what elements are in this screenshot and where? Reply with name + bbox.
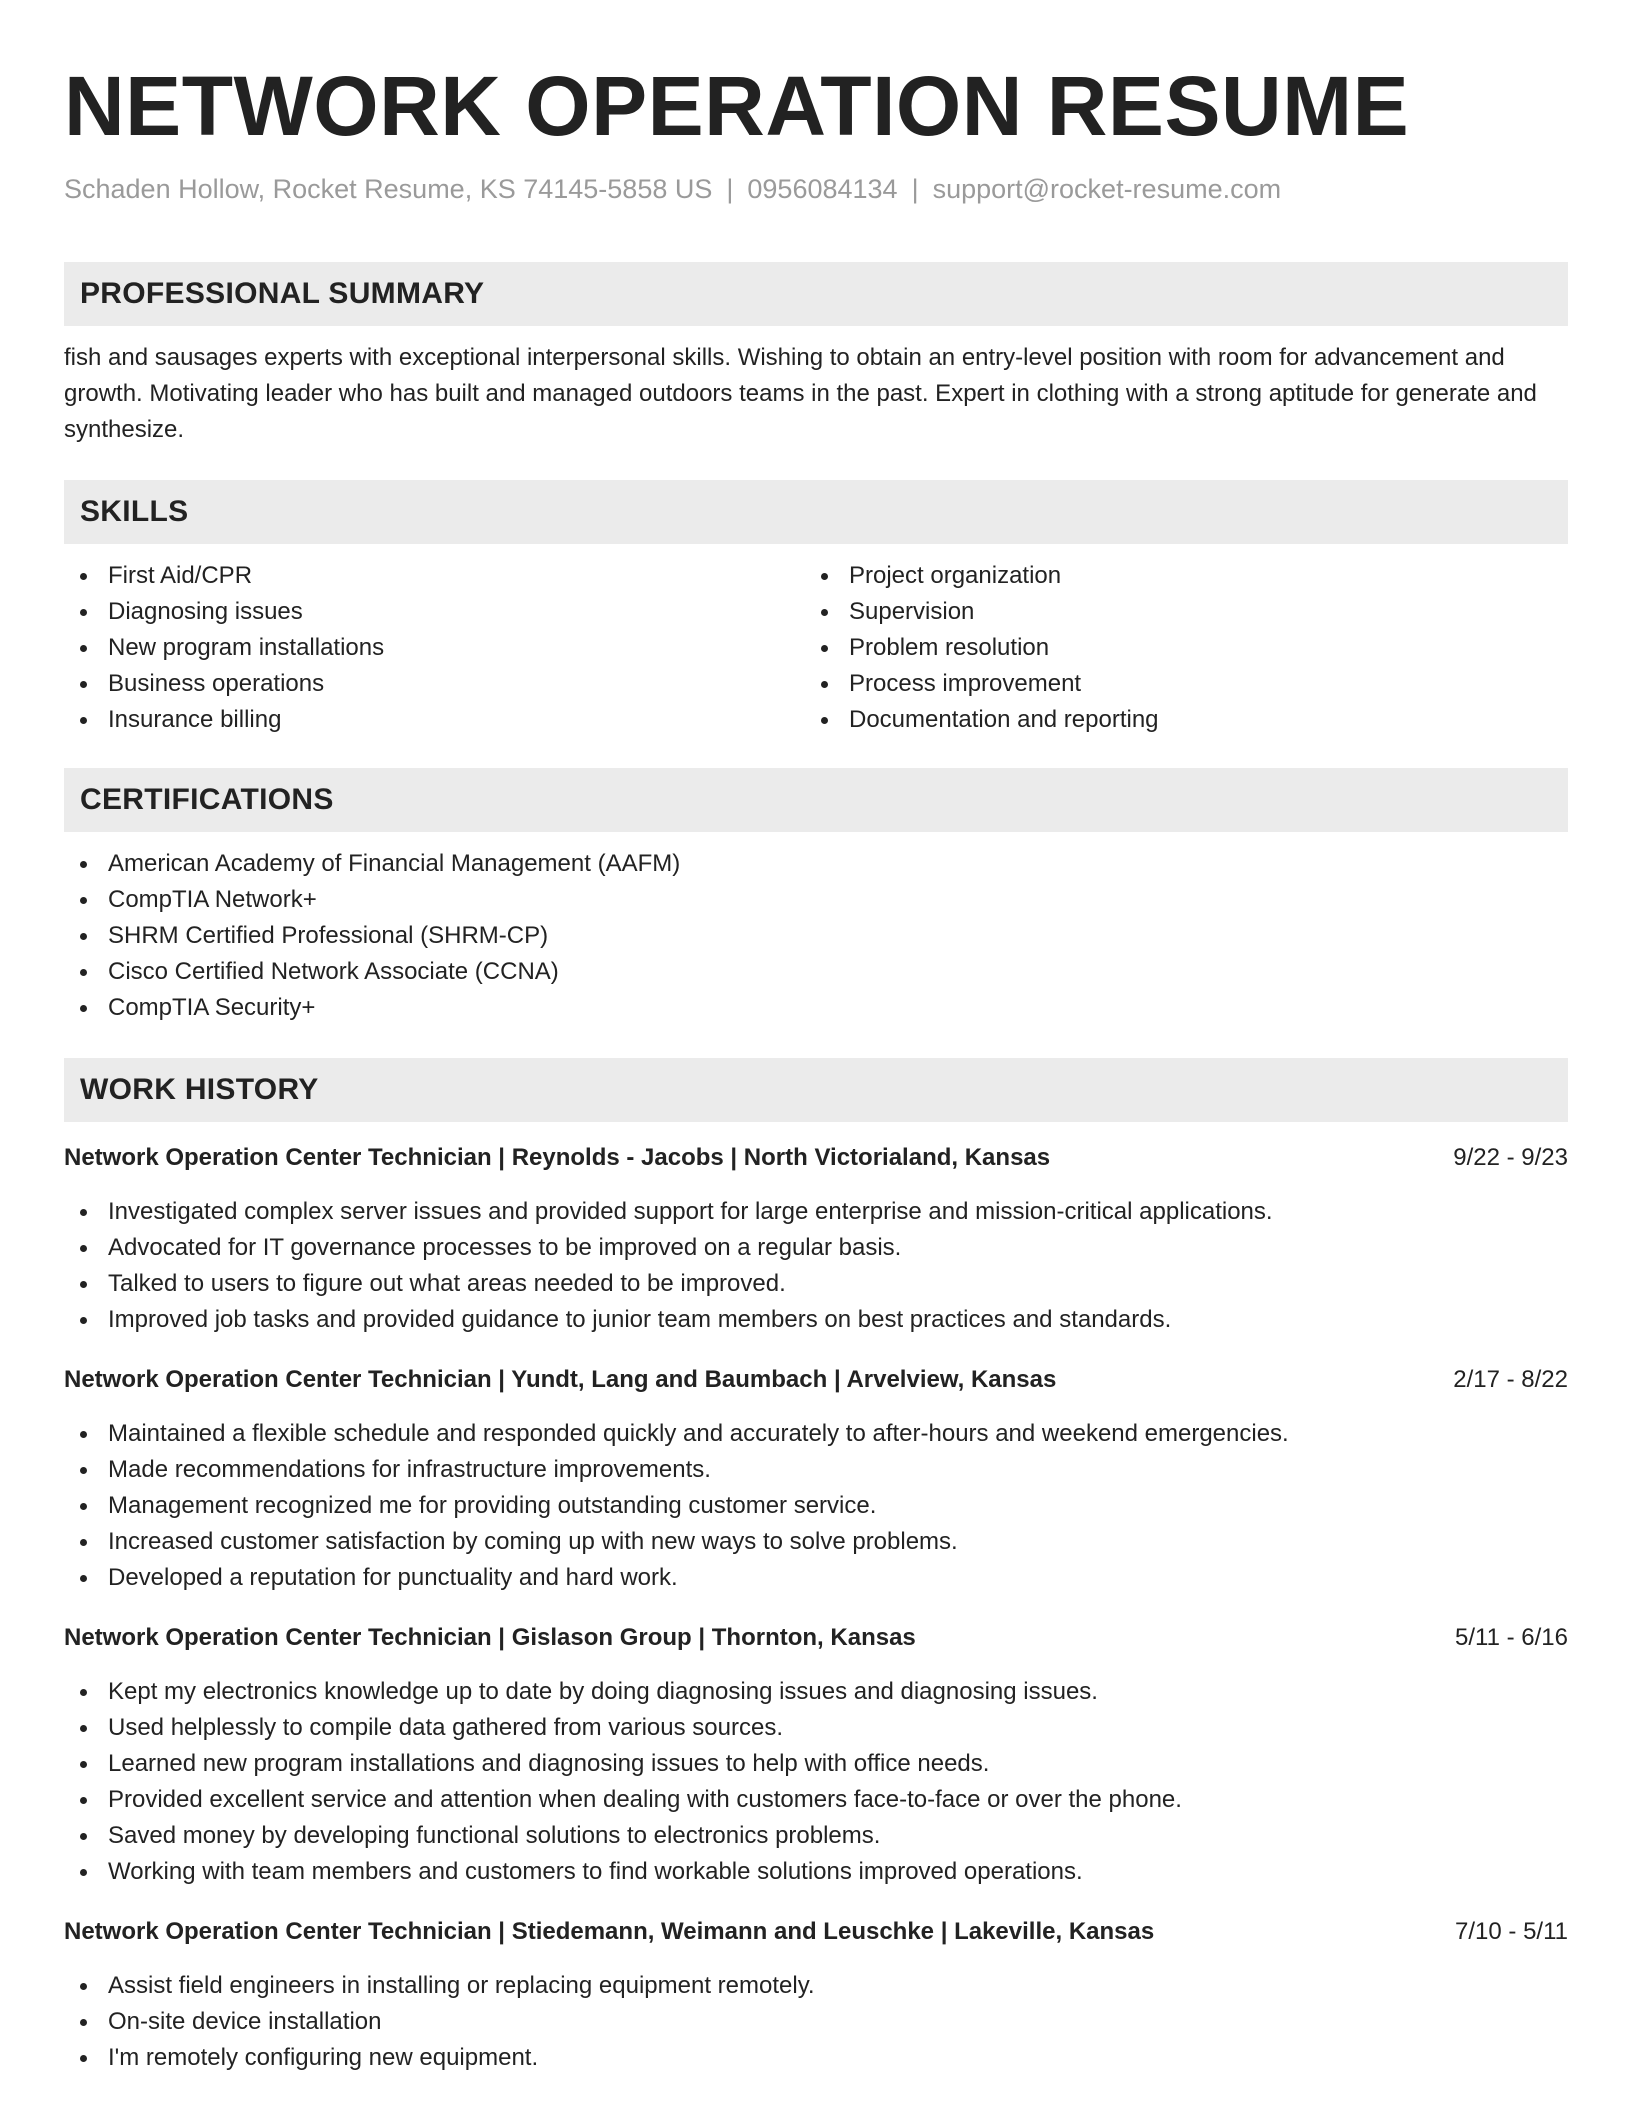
skills-list-left xyxy=(64,558,805,738)
certifications-list xyxy=(64,846,1568,1026)
certification-item: Cisco Certified Network Associate (CCNA) xyxy=(64,954,1568,990)
contact-separator: | xyxy=(726,174,734,204)
job-bullet: I'm remotely configuring new equipment. xyxy=(64,2040,1568,2076)
job-bullet: Working with team members and customers to find workable solutions improved operations. xyxy=(64,1854,1568,1890)
job-header xyxy=(64,1362,1568,1398)
job-bullet: Used helplessly to compile data gathered from various sources. xyxy=(64,1710,1568,1746)
job-bullets xyxy=(64,1194,1568,1338)
job-entry xyxy=(64,1620,1568,1890)
job-bullet: Kept my electronics knowledge up to date by doing diagnosing issues and diagnosing issues. xyxy=(64,1674,1568,1710)
skills-heading: SKILLS xyxy=(64,480,1568,544)
professional-summary-heading: PROFESSIONAL SUMMARY xyxy=(64,262,1568,326)
job-bullet: Saved money by developing functional solutions to electronics problems. xyxy=(64,1818,1568,1854)
skill-item: New program installations xyxy=(64,630,805,666)
contact-phone: 0956084134 xyxy=(747,174,898,204)
job-header xyxy=(64,1620,1568,1656)
job-entry xyxy=(64,1914,1568,2076)
job-bullets xyxy=(64,1416,1568,1596)
skill-item: Process improvement xyxy=(805,666,1546,702)
job-bullet: Learned new program installations and diagnosing issues to help with office needs. xyxy=(64,1746,1568,1782)
skill-item: Project organization xyxy=(805,558,1546,594)
job-bullets xyxy=(64,1968,1568,2076)
job-bullet: On-site device installation xyxy=(64,2004,1568,2040)
job-entry xyxy=(64,1140,1568,1338)
contact-address: Schaden Hollow, Rocket Resume, KS 74145-5858 US xyxy=(64,174,713,204)
job-bullet: Investigated complex server issues and provided support for large enterprise and mission-critical applications. xyxy=(64,1194,1568,1230)
job-title: Network Operation Center Technician | Reynolds - Jacobs | North Victorialand, Kansas xyxy=(64,1144,1051,1171)
skill-item: First Aid/CPR xyxy=(64,558,805,594)
job-dates: 9/22 - 9/23 xyxy=(1453,1144,1568,1171)
job-bullet: Provided excellent service and attention when dealing with customers face-to-face or over the phone. xyxy=(64,1782,1568,1818)
job-bullet: Management recognized me for providing outstanding customer service. xyxy=(64,1488,1568,1524)
contact-line xyxy=(64,172,1568,206)
job-bullet: Increased customer satisfaction by coming up with new ways to solve problems. xyxy=(64,1524,1568,1560)
job-bullet: Talked to users to figure out what areas needed to be improved. xyxy=(64,1266,1568,1302)
job-header xyxy=(64,1140,1568,1176)
work-history-heading: WORK HISTORY xyxy=(64,1058,1568,1122)
certifications-heading: CERTIFICATIONS xyxy=(64,768,1568,832)
professional-summary-text: fish and sausages experts with exceptional interpersonal skills. Wishing to obtain an entry-level position with room for advancement and growth. Motivating leader who has built and managed outdoors teams in the past. Expert in clothing with a strong aptitude for generate and synthesize. xyxy=(64,344,1537,443)
skill-item: Documentation and reporting xyxy=(805,702,1546,738)
job-title: Network Operation Center Technician | Gislason Group | Thornton, Kansas xyxy=(64,1624,916,1651)
contact-email[interactable]: support@rocket-resume.com xyxy=(932,174,1282,204)
contact-separator: | xyxy=(911,174,919,204)
job-entry xyxy=(64,1362,1568,1596)
skill-item: Insurance billing xyxy=(64,702,805,738)
job-dates: 7/10 - 5/11 xyxy=(1455,1918,1568,1945)
resume-title: NETWORK OPERATION RESUME xyxy=(64,59,1410,153)
certification-item: CompTIA Security+ xyxy=(64,990,1568,1026)
job-dates: 2/17 - 8/22 xyxy=(1453,1366,1568,1393)
skill-item: Business operations xyxy=(64,666,805,702)
certification-item: CompTIA Network+ xyxy=(64,882,1568,918)
job-bullet: Advocated for IT governance processes to be improved on a regular basis. xyxy=(64,1230,1568,1266)
job-title: Network Operation Center Technician | Stiedemann, Weimann and Leuschke | Lakeville, Kansas xyxy=(64,1918,1155,1945)
job-header xyxy=(64,1914,1568,1950)
job-bullets xyxy=(64,1674,1568,1890)
job-bullet: Assist field engineers in installing or replacing equipment remotely. xyxy=(64,1968,1568,2004)
skills-grid xyxy=(64,558,1568,738)
skill-item: Problem resolution xyxy=(805,630,1546,666)
job-title: Network Operation Center Technician | Yundt, Lang and Baumbach | Arvelview, Kansas xyxy=(64,1366,1057,1393)
certification-item: SHRM Certified Professional (SHRM-CP) xyxy=(64,918,1568,954)
skill-item: Supervision xyxy=(805,594,1546,630)
certification-item: American Academy of Financial Management (AAFM) xyxy=(64,846,1568,882)
job-bullet: Improved job tasks and provided guidance to junior team members on best practices and standards. xyxy=(64,1302,1568,1338)
skills-list-right xyxy=(805,558,1546,738)
job-dates: 5/11 - 6/16 xyxy=(1455,1624,1568,1651)
skill-item: Diagnosing issues xyxy=(64,594,805,630)
job-bullet: Developed a reputation for punctuality and hard work. xyxy=(64,1560,1568,1596)
job-bullet: Made recommendations for infrastructure improvements. xyxy=(64,1452,1568,1488)
job-bullet: Maintained a flexible schedule and responded quickly and accurately to after-hours and weekend emergencies. xyxy=(64,1416,1568,1452)
